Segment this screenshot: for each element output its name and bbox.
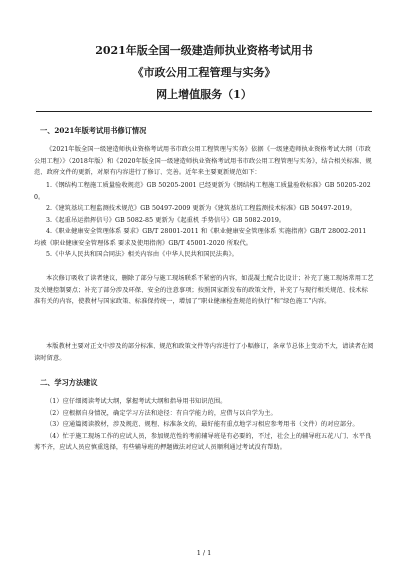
title-divider — [36, 111, 372, 112]
list-item: （4）忙于施工现场工作的应试人员，参加规范性的考前辅导班是有必要的，不过，社会上的辅导班五花八门、水平良莠不齐，应试人员应慎重选择，有些辅导班的押题做法对应试人员顺利通过考试没有帮助。 — [34, 432, 372, 451]
study-advice-list — [34, 396, 374, 454]
section1-heading: 一、2021年版考试用书修订情况 — [40, 126, 147, 135]
list-item: （2）应根据自身情况，确定学习方法和途径：有自学能力的，应借与以自学为主。 — [46, 409, 277, 417]
section2-heading: 二、学习方法建议 — [40, 378, 98, 387]
page-number: 1 / 1 — [196, 549, 212, 557]
list-item: （3）应通篇阅读教材，涉及规范、规程、标准条文的，最好能有重点地学习相应参考用书（文件）的对应部分。 — [46, 421, 359, 428]
list-item: （1）应仔细阅读考试大纲，掌握考试大纲和指导用书知识范围。 — [46, 398, 227, 405]
list-item: 3.《起重吊运指挥信号》GB 5082-85 更新为《起重机 手势信号》GB 5082-2019。 — [46, 216, 286, 224]
section1-paragraph-3: 本版教材主要对正文中涉及的部分标准、规范和政策文件等内容进行了小幅修订，条章节总体上变动不大，请读者在阅读时留意。 — [34, 343, 374, 362]
section1-paragraph-2: 本次修订吸收了读者建议，删除了部分与施工现场联系不紧密的内容，如混凝土配合比设计；补充了施工现场常用工艺及关键控制要点；补充了部分涉及环保、安全的注意事项；按照国家新发布的政策文件，补充了与现行相关规范、技术标准有关的内容，使教材与国家政策、标准保持统一，增加了“职业健康检查规范的执行”和“绿色施工”内容。 — [34, 275, 374, 305]
document-title-line3: 网上增值服务（1） — [156, 88, 252, 101]
document-title-line1: 2021年版全国一级建造师执业资格考试用书 — [95, 44, 313, 57]
list-item: 1.《钢结构工程施工质量验收规范》GB 50205-2001 已经更新为《钢结构工程施工质量验收标准》GB 50205-2020。 — [34, 182, 371, 201]
list-item: 2.《建筑基坑工程监测技术规范》GB 50497-2009 更新为《建筑基坑工程监测技术标准》GB 50497-2019。 — [46, 205, 356, 212]
document-title-line2: 《市政公用工程管理与实务》 — [132, 66, 276, 79]
list-item: 4.《职业健康安全管理体系 要求》GB/T 28001-2011 和《职业健康安全管理体系 实施指南》GB/T 28002-2011 均被《职业健康安全管理体系 要求及使用指南》GB/T 45001-2020 所取代。 — [34, 228, 367, 247]
list-item: 5.《中华人民共和国合同法》相关内容由《中华人民共和国民法典》。 — [46, 251, 238, 258]
section1-intro: 《2021年版全国一级建造师执业资格考试用书市政公用工程管理与实务》依据《一级建造师执业资格考试大纲（市政公用工程）》（2018年版）和《2020年版全国一级建造师执业资格考试用书市政公用工程管理与实务》，结合相关标准、规范、政府文件的更新，对原有内容进行了修订、完善。近年来主要更新规范如下： — [34, 146, 372, 176]
standards-update-list — [34, 180, 374, 261]
